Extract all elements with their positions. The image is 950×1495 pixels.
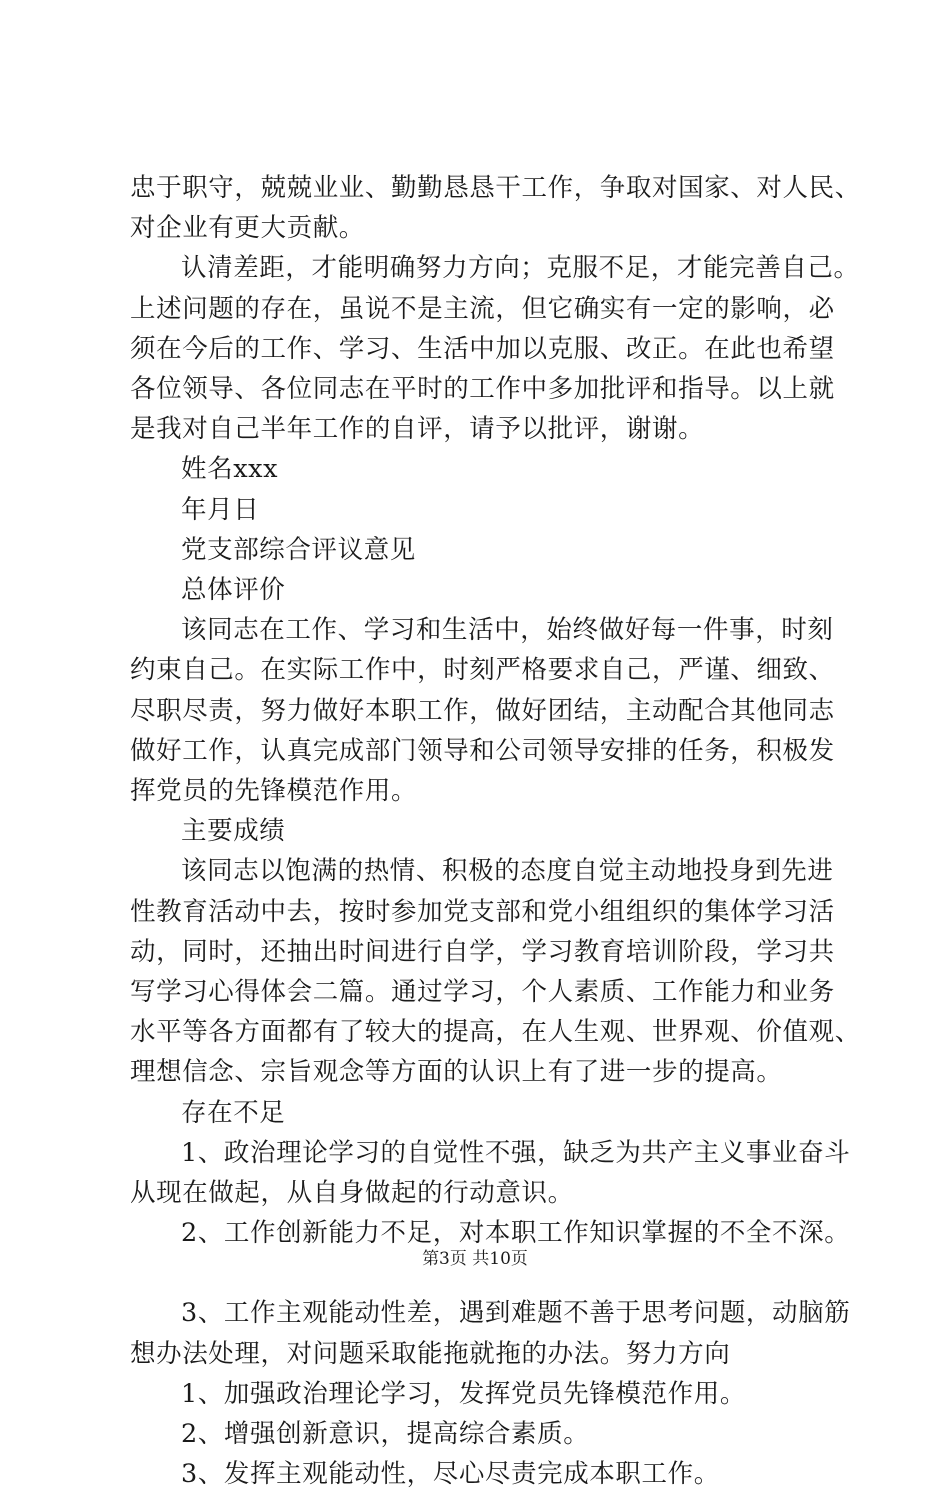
document-body [130, 168, 861, 1495]
text-line: 想办法处理，对问题采取能拖就拖的办法。努力方向 [130, 1338, 731, 1369]
section-heading: 主要成绩 [181, 816, 286, 847]
section-heading: 党支部综合评议意见 [181, 534, 416, 565]
text-line: 对企业有更大贡献。 [130, 213, 365, 244]
text-line: 各位领导、各位同志在平时的工作中多加批评和指导。以上就 [130, 374, 835, 405]
text-line: 水平等各方面都有了较大的提高，在人生观、世界观、价值观、 [130, 1017, 861, 1048]
list-item: 1、政治理论学习的自觉性不强，缺乏为共产主义事业奋斗 [181, 1137, 851, 1168]
signature-name: 姓名xxx [181, 454, 279, 485]
text-line: 动，同时，还抽出时间进行自学，学习教育培训阶段，学习共 [130, 936, 835, 967]
text-line: 理想信念、宗旨观念等方面的认识上有了进一步的提高。 [130, 1057, 783, 1088]
text-line: 须在今后的工作、学习、生活中加以克服、改正。在此也希望 [130, 333, 835, 364]
text-line: 认清差距，才能明确努力方向；克服不足，才能完善自己。 [181, 253, 860, 284]
text-line: 该同志以饱满的热情、积极的态度自觉主动地投身到先进 [181, 856, 834, 887]
list-item: 3、工作主观能动性差，遇到难题不善于思考问题，动脑筋 [181, 1298, 851, 1329]
text-line: 尽职尽责，努力做好本职工作，做好团结，主动配合其他同志 [130, 695, 835, 726]
text-line: 挥党员的先锋模范作用。 [130, 776, 418, 807]
text-line: 做好工作，认真完成部门领导和公司领导安排的任务，积极发 [130, 735, 835, 766]
page-number-footer: 第3页 共10页 [422, 1249, 528, 1269]
text-line: 是我对自己半年工作的自评，请予以批评，谢谢。 [130, 414, 705, 445]
text-line: 该同志在工作、学习和生活中，始终做好每一件事，时刻 [181, 615, 834, 646]
signature-date: 年月日 [181, 494, 260, 525]
list-item: 2、工作创新能力不足，对本职工作知识掌握的不全不深。 [181, 1218, 851, 1249]
section-heading: 存在不足 [181, 1097, 286, 1128]
text-line: 忠于职守，兢兢业业、勤勤恳恳干工作，争取对国家、对人民、 [130, 173, 861, 203]
list-item: 2、增强创新意识，提高综合素质。 [181, 1419, 590, 1450]
text-line: 从现在做起，从自身做起的行动意识。 [130, 1178, 574, 1209]
text-line: 上述问题的存在，虽说不是主流，但它确实有一定的影响，必 [130, 293, 835, 324]
text-line: 写学习心得体会二篇。通过学习，个人素质、工作能力和业务 [130, 977, 835, 1008]
text-line: 性教育活动中去，按时参加党支部和党小组组织的集体学习活 [130, 896, 835, 927]
list-item: 1、加强政治理论学习，发挥党员先锋模范作用。 [181, 1378, 746, 1409]
list-item: 3、发挥主观能动性，尽心尽责完成本职工作。 [181, 1459, 720, 1490]
section-heading: 总体评价 [181, 575, 286, 606]
text-line: 约束自己。在实际工作中，时刻严格要求自己，严谨、细致、 [130, 655, 835, 686]
